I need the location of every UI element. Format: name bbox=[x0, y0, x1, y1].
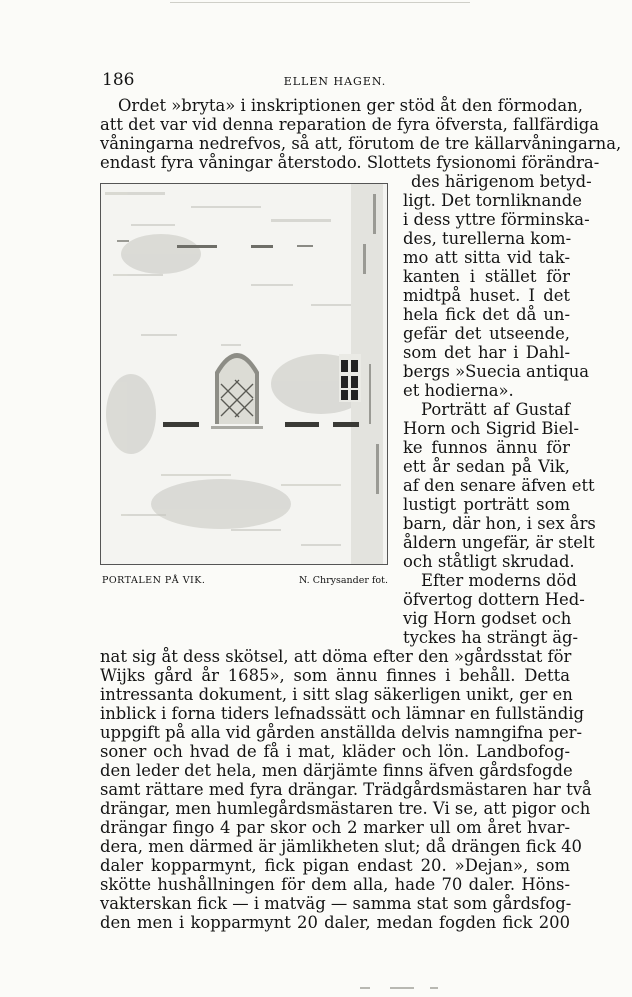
text-line: soner och hvad de få i mat, kläder och lön. Landbofog- bbox=[100, 742, 570, 761]
text-line: mo att sitta vid tak- bbox=[403, 248, 570, 267]
text-line: midtpå huset. I det bbox=[403, 286, 570, 305]
text-line: hela fick det då un- bbox=[403, 305, 570, 324]
page-number: 186 bbox=[102, 70, 135, 90]
text-line: barn, där hon, i sex års bbox=[403, 514, 596, 533]
text-line: den men i kopparmynt 20 daler, medan fogden fick 200 bbox=[100, 913, 570, 932]
text-line: bergs »Suecia antiqua bbox=[403, 362, 590, 381]
top-scan-line bbox=[170, 2, 470, 3]
text-line: och ståtligt skrudad. bbox=[403, 552, 575, 571]
page-header bbox=[100, 70, 570, 90]
text-line: endast fyra våningar återstodo. Slottets fysionomi förändra- bbox=[100, 153, 600, 172]
text-line: daler kopparmynt, fick pigan endast 20. »Dejan», som bbox=[100, 856, 570, 875]
text-line: i dess yttre förminska- bbox=[403, 210, 590, 229]
text-line: nat sig åt dess skötsel, att döma efter den »gårdsstat för bbox=[100, 647, 572, 666]
text-line: et hodierna». bbox=[403, 381, 514, 400]
text-line: des, turellerna kom- bbox=[403, 229, 572, 248]
portal-photo bbox=[100, 183, 388, 565]
text-line: drängar fingo 4 par skor och 2 marker ull om året hvar- bbox=[100, 818, 570, 837]
text-line: samt rättare med fyra drängar. Trädgårdsmästaren har två bbox=[100, 780, 592, 799]
text-line: tyckes ha strängt äg- bbox=[403, 628, 579, 647]
running-head: ELLEN HAGEN. bbox=[283, 75, 387, 88]
text-line: öfvertog dottern Hed- bbox=[403, 590, 585, 609]
text-line: skötte hushållningen för dem alla, hade 70 daler. Höns- bbox=[100, 875, 570, 894]
text-line: Ordet »bryta» i inskriptionen ger stöd åt den förmodan, bbox=[118, 96, 583, 115]
text-line: våningarna nedrefvos, så att, förutom de tre källarvåningarna, bbox=[100, 134, 622, 153]
text-line: Wijks gård år 1685», som ännu finnes i behåll. Detta bbox=[100, 666, 570, 685]
text-line: uppgift på alla vid gården anställda delvis namngifna per- bbox=[100, 723, 583, 742]
text-line: vakterskan fick — i matväg — samma stat som gårdsfog- bbox=[100, 894, 572, 913]
caption-title: PORTALEN PÅ VIK. bbox=[102, 575, 206, 586]
photographer-credit: N. Chrysander fot. bbox=[298, 575, 388, 586]
text-line: dera, men därmed är jämlikheten slut; då drängen fick 40 bbox=[100, 837, 582, 856]
text-line: Efter moderns död bbox=[421, 571, 577, 590]
text-line: Porträtt af Gustaf bbox=[421, 400, 570, 419]
figure-caption bbox=[100, 575, 390, 591]
text-line: att det var vid denna reparation de fyra öfversta, fallfärdiga bbox=[100, 115, 600, 134]
text-line: intressanta dokument, i sitt slag säkerligen unikt, ger en bbox=[100, 685, 573, 704]
text-line: åldern ungefär, är stelt bbox=[403, 533, 595, 552]
text-line: den leder det hela, men därjämte finns äfven gårdsfogde bbox=[100, 761, 573, 780]
text-line: Horn och Sigrid Biel- bbox=[403, 419, 580, 438]
text-line: gefär det utseende, bbox=[403, 324, 570, 343]
text-line: som det har i Dahl- bbox=[403, 343, 570, 362]
text-line: des härigenom betyd- bbox=[411, 172, 592, 191]
bottom-scan-artifact bbox=[330, 986, 480, 990]
text-line: vig Horn godset och bbox=[403, 609, 572, 628]
text-line: ligt. Det tornliknande bbox=[403, 191, 582, 210]
text-line: ett år sedan på Vik, bbox=[403, 457, 570, 476]
text-line: drängar, men humlegårdsmästaren tre. Vi se, att pigor och bbox=[100, 799, 591, 818]
text-line: af den senare äfven ett bbox=[403, 476, 595, 495]
text-line: lustigt porträtt som bbox=[403, 495, 570, 514]
text-line: ke funnos ännu för bbox=[403, 438, 570, 457]
text-line: inblick i forna tiders lefnadssätt och lämnar en fullständig bbox=[100, 704, 585, 723]
text-line: kanten i stället för bbox=[403, 267, 570, 286]
